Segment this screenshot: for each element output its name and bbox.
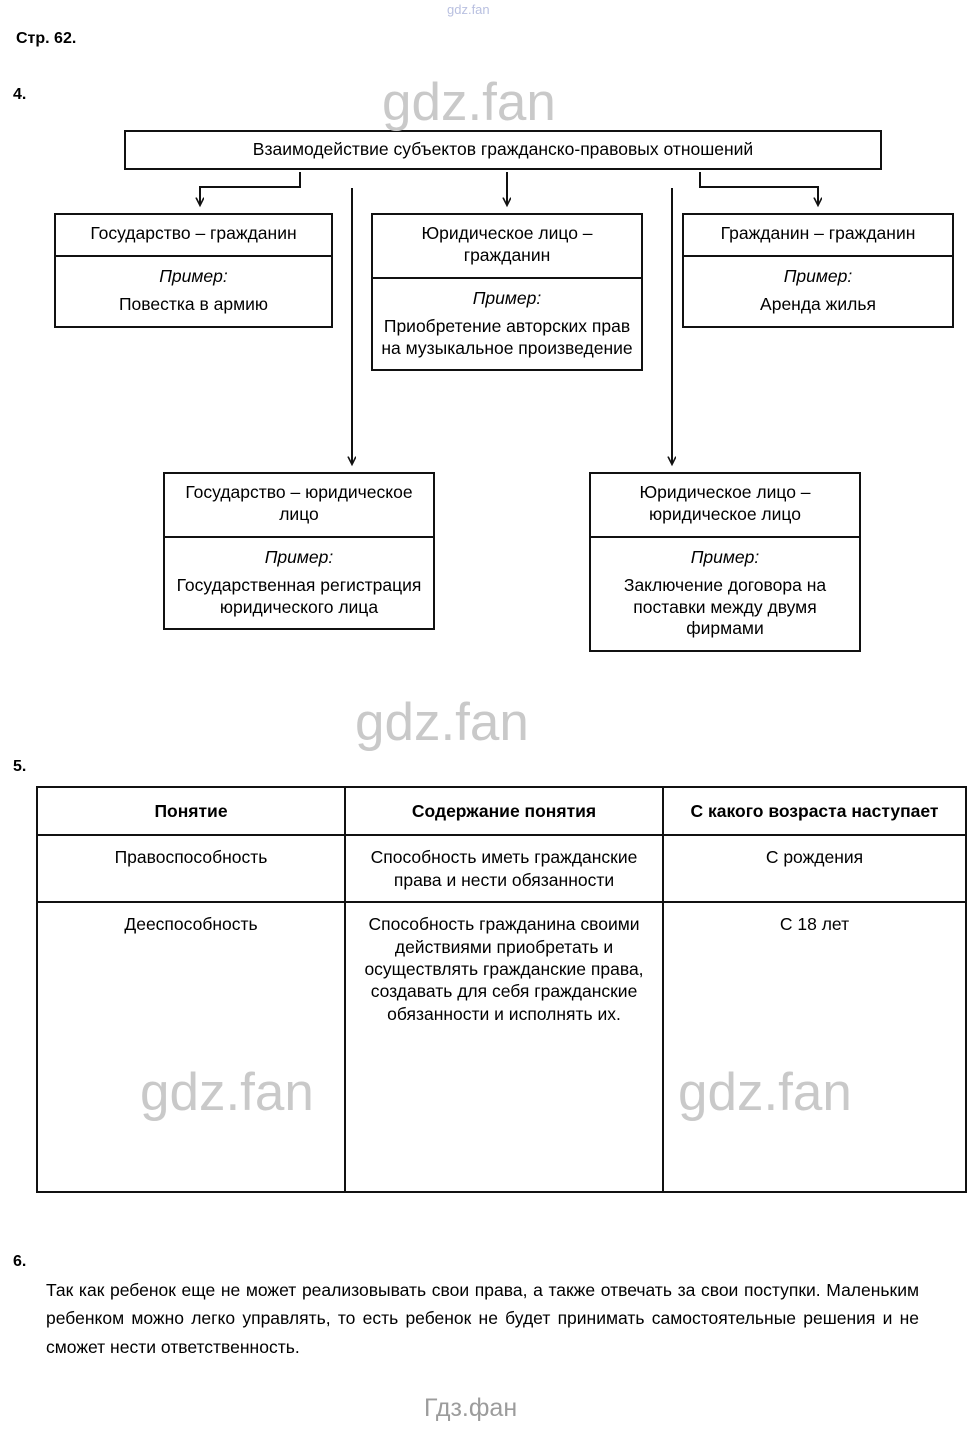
cell-age: С рождения [663, 835, 966, 902]
node-example-label: Пример: [690, 546, 760, 567]
node-title: Государство – юридическое лицо [185, 482, 413, 524]
table-header-row [37, 787, 966, 835]
node-title: Гражданин – гражданин [720, 223, 916, 243]
watermark-top: gdz.fan [447, 2, 490, 17]
node-divider [56, 255, 331, 326]
node-divider [373, 277, 641, 370]
node-example-label: Пример: [159, 265, 228, 286]
node-example-text: Заключение договора на поставки между двумя фирмами [623, 574, 827, 639]
diagram-root-label: Взаимодействие субъектов гражданско-правовых отношений [252, 139, 754, 160]
diagram-node-legal-entity-legal-entity [589, 472, 861, 652]
table-row [37, 835, 966, 902]
page-label: Стр. 62. [16, 30, 77, 47]
watermark-2: gdz.fan [355, 693, 529, 752]
diagram-root-node [124, 130, 882, 170]
node-divider [165, 536, 433, 629]
node-title: Государство – гражданин [90, 223, 297, 243]
cell-concept: Правоспособность [37, 835, 345, 902]
diagram-node-citizen-citizen [682, 213, 954, 328]
node-example-text: Повестка в армию [118, 293, 269, 314]
concepts-table [36, 786, 967, 1193]
table-header-concept: Понятие [37, 787, 345, 835]
diagram-node-state-citizen [54, 213, 333, 328]
node-divider [591, 536, 859, 651]
watermark-4: gdz.fan [678, 1063, 852, 1122]
node-example-text: Аренда жилья [760, 293, 876, 314]
cell-age: С 18 лет [663, 902, 966, 1192]
node-divider [684, 255, 952, 326]
question-number-5: 5. [13, 758, 27, 775]
table-header-content: Содержание понятия [345, 787, 663, 835]
node-title: Юридическое лицо – гражданин [421, 223, 593, 265]
watermark-bottom: Гдз.фан [424, 1394, 518, 1422]
question-number-4: 4. [13, 86, 27, 103]
cell-concept: Дееспособность [37, 902, 345, 1192]
cell-content: Способность гражданина своими действиями приобретать и осуществлять гражданские права, создавать для себя гражданские обязанности и исполнять их. [345, 902, 663, 1192]
table-row [37, 902, 966, 1192]
diagram-node-legal-entity-citizen [371, 213, 643, 371]
node-example-label: Пример: [264, 546, 334, 567]
answer-paragraph-6: Так как ребенок еще не может реализовывать свои права, а также отвечать за свои поступки. Маленьким ребенком можно легко управлять, то есть ребенок не будет принимать самостоятельные решения и не сможет нести ответственность. [46, 1280, 919, 1357]
cell-content: Способность иметь гражданские права и нести обязанности [345, 835, 663, 902]
watermark-3: gdz.fan [140, 1063, 314, 1122]
node-example-label: Пример: [472, 287, 542, 308]
table-header-age: С какого возраста наступает [663, 787, 966, 835]
node-example-text: Приобретение авторских прав на музыкальное произведение [381, 315, 633, 358]
watermark-1: gdz.fan [382, 73, 556, 132]
diagram-node-state-legal-entity [163, 472, 435, 630]
node-example-label: Пример: [783, 265, 853, 286]
question-number-6: 6. [13, 1253, 27, 1270]
node-example-text: Государственная регистрация юридического лица [176, 574, 422, 617]
node-title: Юридическое лицо – юридическое лицо [639, 482, 811, 524]
